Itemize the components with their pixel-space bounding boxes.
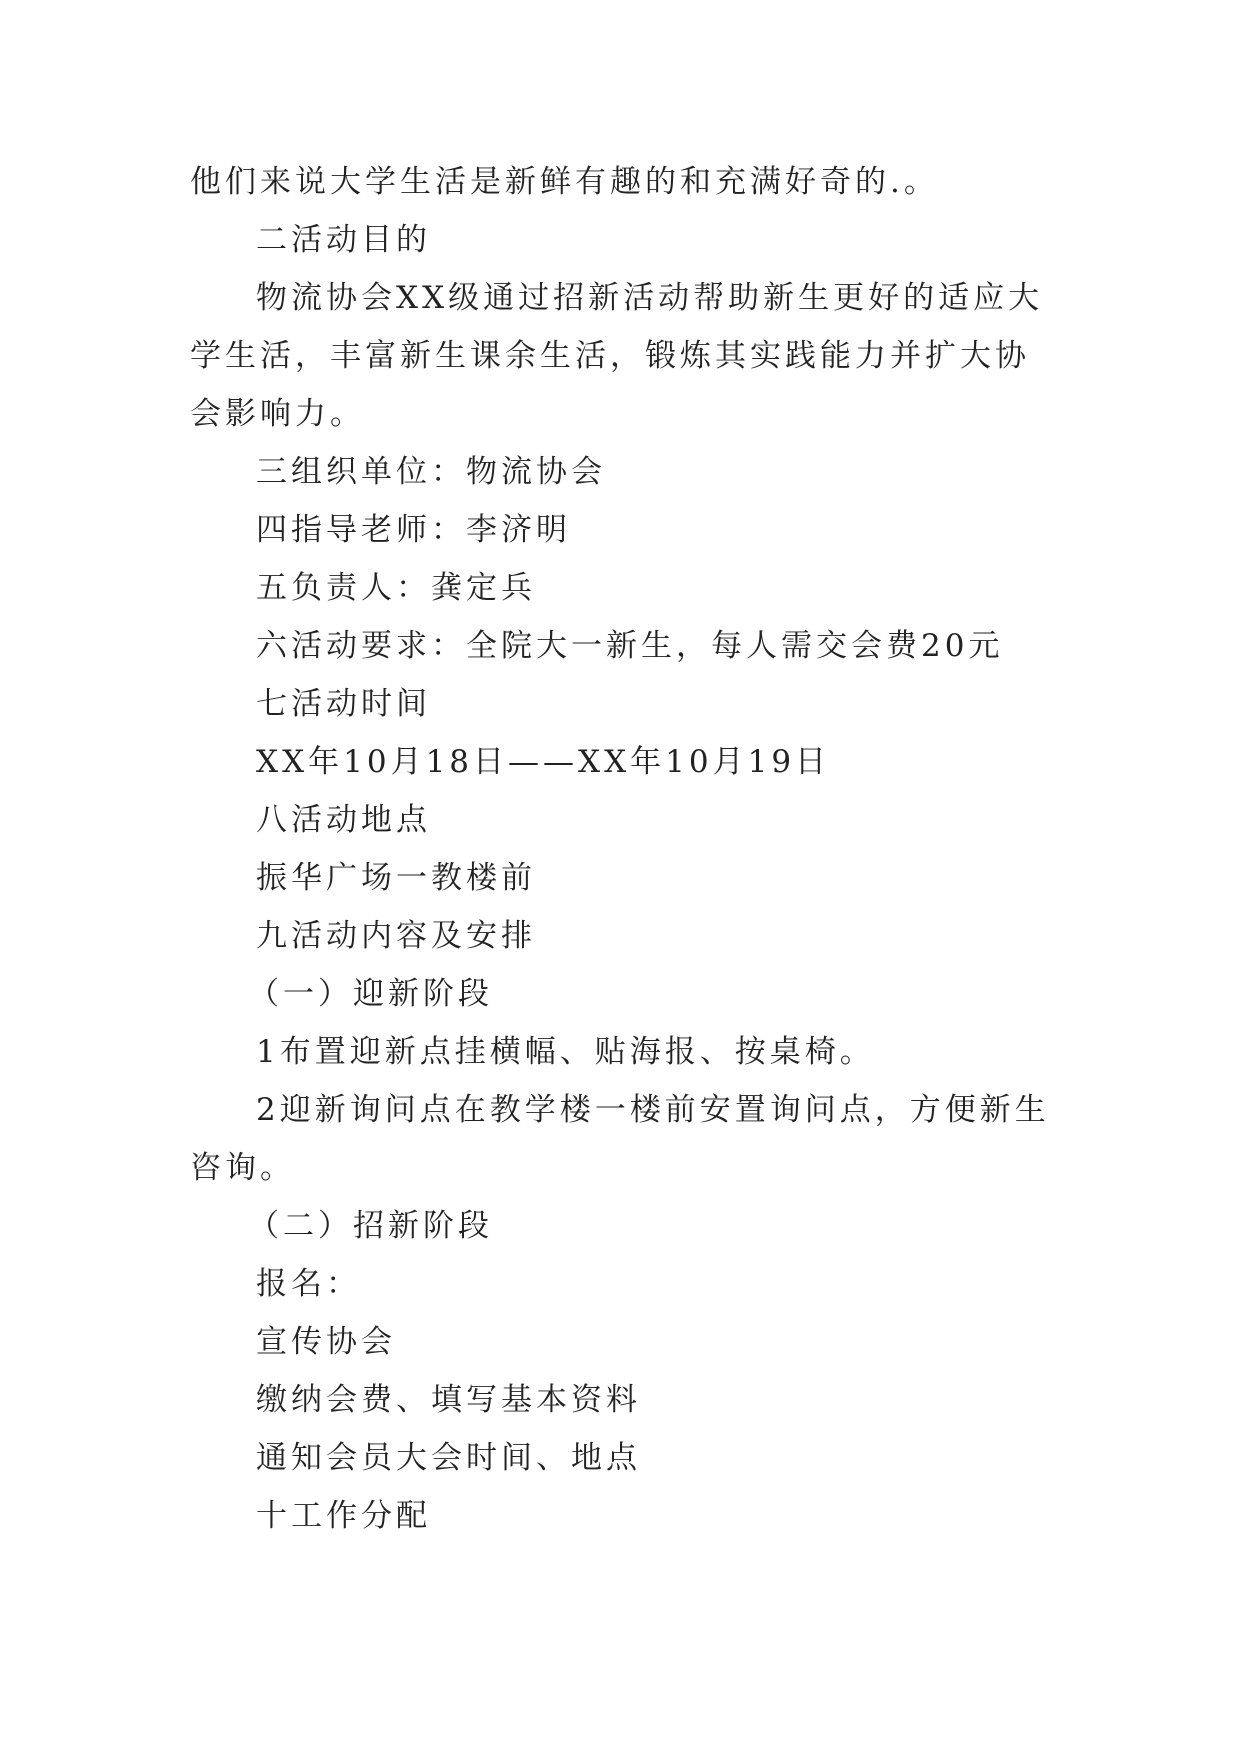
activity-time-value: XX年10月18日——XX年10月19日 [256,744,831,780]
heading-activity-location: 八活动地点 [256,802,431,838]
heading-activity-content: 九活动内容及安排 [256,918,536,954]
registration-item-promote: 宣传协会 [256,1324,396,1360]
subheading-recruit-stage: （二）招新阶段 [248,1208,493,1244]
organizer-line: 三组织单位：物流协会 [256,454,606,490]
advisor-line: 四指导老师：李济明 [256,512,571,548]
document-body [190,153,1056,1545]
paragraph-continuation: 他们来说大学生活是新鲜有趣的和充满好奇的.。 [190,164,939,200]
registration-label: 报名： [256,1266,361,1302]
welcome-item-1: 1布置迎新点挂横幅、贴海报、按桌椅。 [256,1034,875,1070]
subheading-welcome-stage: （一）迎新阶段 [248,976,493,1012]
requirements-line: 六活动要求：全院大一新生，每人需交会费20元 [256,628,1004,664]
heading-work-allocation: 十工作分配 [256,1498,431,1534]
heading-activity-time: 七活动时间 [256,686,431,722]
activity-location-value: 振华广场一教楼前 [256,860,536,896]
person-in-charge-line: 五负责人：龚定兵 [256,570,536,606]
heading-activity-purpose: 二活动目的 [256,222,431,258]
registration-item-fees: 缴纳会费、填写基本资料 [256,1382,641,1418]
paragraph-activity-purpose: 物流协会XX级通过招新活动帮助新生更好的适应大学生活，丰富新生课余生活，锻炼其实践能力并扩大协会影响力。 [190,280,1044,432]
registration-item-notify: 通知会员大会时间、地点 [256,1440,641,1476]
welcome-item-2: 2迎新询问点在教学楼一楼前安置询问点，方便新生咨询。 [190,1092,1050,1186]
